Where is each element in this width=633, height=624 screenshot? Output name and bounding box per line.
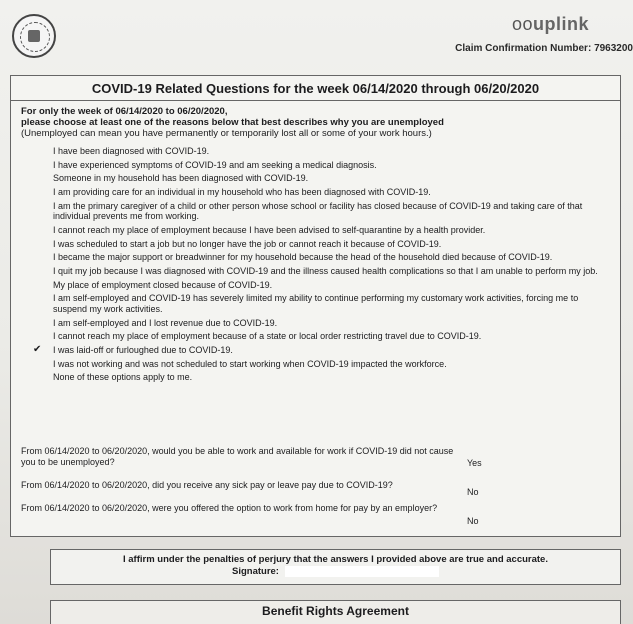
reason-option[interactable] [11, 318, 611, 329]
intro-line-2: please choose at least one of the reasons below that best describes why you are unemployed [21, 117, 444, 128]
signature-label: Signature: [232, 566, 279, 578]
reason-option-label: I am providing care for an individual in my household who has been diagnosed with COVID-19. [53, 187, 431, 198]
reason-option[interactable] [11, 331, 611, 342]
reason-option-label: I was scheduled to start a job but no longer have the job or cannot reach it because of COVID-19. [53, 238, 442, 249]
answer-available[interactable]: Yes [467, 458, 482, 468]
reason-option[interactable] [11, 146, 611, 157]
checkmark-icon: ✔ [33, 343, 42, 355]
answer-work-from-home[interactable]: No [467, 516, 479, 526]
reason-option-label: None of these options apply to me. [53, 372, 193, 383]
reason-option[interactable] [11, 187, 611, 198]
panel-title: COVID-19 Related Questions for the week 06/14/2020 through 06/20/2020 [11, 76, 620, 101]
reason-option-label: I am the primary caregiver of a child or other person whose school or facility has closed because of COVID-19 and taking care of that individual prevents me from working. [53, 200, 583, 222]
answer-sick-pay[interactable]: No [467, 487, 479, 497]
affirmation-statement: I affirm under the penalties of perjury that the answers I provided above are true and accurate. [123, 554, 548, 565]
reason-option[interactable] [11, 280, 611, 291]
intro-line-3: (Unemployed can mean you have permanently or temporarily lost all or some of your work hours.) [21, 128, 432, 139]
claim-number: 7963200 [594, 43, 633, 54]
covid-questions-panel [10, 75, 621, 537]
reason-option[interactable] [11, 160, 611, 171]
reason-option[interactable] [11, 345, 611, 356]
reason-option[interactable] [11, 359, 611, 370]
signature-field[interactable] [285, 566, 439, 577]
reason-option[interactable] [11, 173, 611, 184]
affirmation-box [50, 549, 621, 585]
claim-confirmation [455, 43, 633, 54]
logo-right: uplink [533, 14, 589, 34]
claim-label: Claim Confirmation Number: [455, 43, 592, 54]
reason-option-label: I quit my job because I was diagnosed with COVID-19 and the illness caused health complications so that I am unable to perform my job. [53, 266, 598, 276]
intro-line-1: For only the week of 06/14/2020 to 06/20/2020, [21, 106, 228, 117]
reason-option-label: I was laid-off or furloughed due to COVID-19. [53, 344, 233, 355]
benefit-rights-header: Benefit Rights Agreement [50, 600, 621, 624]
question-sick-pay: From 06/14/2020 to 06/20/2020, did you receive any sick pay or leave pay due to COVID-19? [21, 480, 393, 490]
state-seal-icon [12, 14, 56, 58]
reason-option[interactable] [11, 372, 611, 383]
reason-option-label: Someone in my household has been diagnosed with COVID-19. [53, 173, 309, 184]
question-work-from-home: From 06/14/2020 to 06/20/2020, were you offered the option to work from home for pay by an employer? [21, 503, 438, 513]
reason-option[interactable] [11, 252, 611, 263]
question-available: From 06/14/2020 to 06/20/2020, would you be able to work and available for work if COVID-19 did not cause you to be unemployed? [21, 446, 454, 467]
uplink-logo [512, 14, 589, 35]
reason-option[interactable] [11, 293, 611, 314]
logo-left: oo [511, 14, 533, 34]
reason-option-label: I became the major support or breadwinner for my household because the head of the household died because of COVID-19. [53, 252, 553, 263]
reason-option-label: I was not working and was not scheduled to start working when COVID-19 impacted the workforce. [53, 358, 447, 369]
reason-option[interactable] [11, 266, 611, 277]
reason-option-label: I have been diagnosed with COVID-19. [53, 146, 210, 156]
reason-option[interactable] [11, 225, 611, 236]
reason-option-label: My place of employment closed because of COVID-19. [53, 279, 273, 290]
reason-option-label: I have experienced symptoms of COVID-19 and am seeking a medical diagnosis. [53, 159, 377, 170]
reason-option-label: I am self-employed and COVID-19 has severely limited my ability to continue performing my customary work activities, forcing me to suspend my work activities. [53, 293, 579, 314]
intro-text [21, 106, 444, 139]
reason-option[interactable] [11, 201, 611, 222]
reason-option[interactable] [11, 239, 611, 250]
reason-option-label: I cannot reach my place of employment because I have been advised to self-quarantine by a health provider. [53, 224, 486, 235]
reason-option-label: I am self-employed and I lost revenue due to COVID-19. [53, 317, 278, 328]
reason-options-list [11, 146, 611, 386]
signature-row [51, 566, 620, 578]
reason-option-label: I cannot reach my place of employment because of a state or local order restricting travel due to COVID-19. [53, 331, 482, 342]
